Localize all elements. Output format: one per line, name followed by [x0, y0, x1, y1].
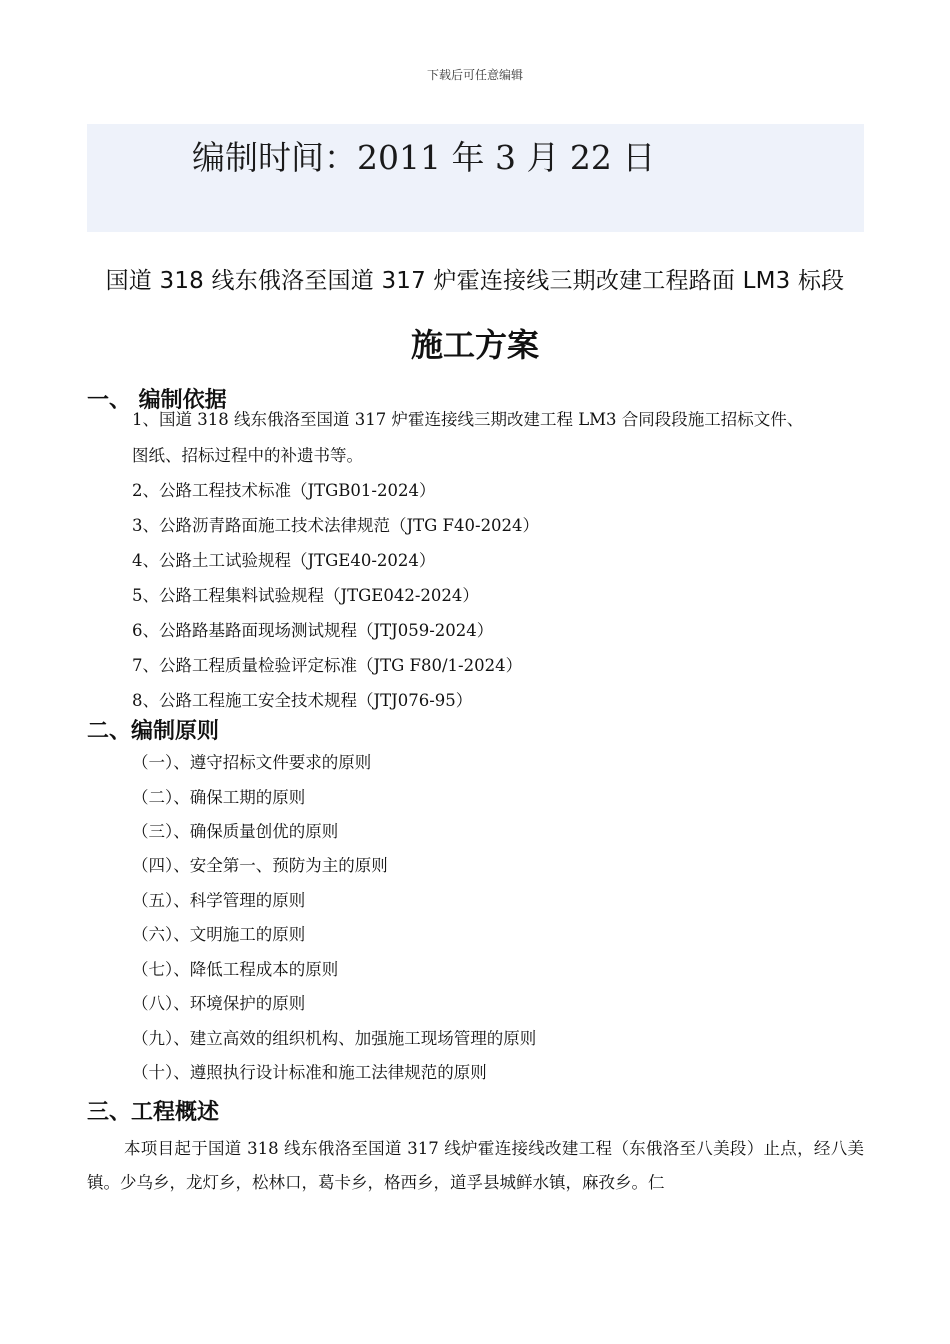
- list-item: 3、公路沥青路面施工技术法律规范（JTG F40-2024）: [132, 516, 540, 535]
- list-item: （十）、遵照执行设计标准和施工法律规范的原则: [132, 1063, 487, 1082]
- list-item: 图纸、招标过程中的补遗书等。: [132, 446, 363, 465]
- list-item: 8、公路工程施工安全技术规程（JTJ076-95）: [132, 691, 473, 710]
- document-title: 国道 318 线东俄洛至国道 317 炉霍连接线三期改建工程路面 LM3 标段: [105, 268, 845, 294]
- list-item: 5、公路工程集料试验规程（JTGE042-2024）: [132, 586, 479, 605]
- list-item: （一）、遵守招标文件要求的原则: [132, 753, 372, 772]
- list-item: （六）、文明施工的原则: [132, 925, 306, 944]
- list-item: （九）、建立高效的组织机构、加强施工现场管理的原则: [132, 1029, 537, 1048]
- list-item: （八）、环境保护的原则: [132, 994, 306, 1013]
- list-item: （五）、科学管理的原则: [132, 891, 306, 910]
- list-item: （三）、确保质量创优的原则: [132, 822, 339, 841]
- date-box: [87, 124, 864, 232]
- list-item: （七）、降低工程成本的原则: [132, 960, 339, 979]
- header-watermark: 下载后可任意编辑: [426, 68, 523, 82]
- list-item: 4、公路土工试验规程（JTGE40-2024）: [132, 551, 436, 570]
- list-item: 1、国道 318 线东俄洛至国道 317 炉霍连接线三期改建工程 LM3 合同段段施工招标文件、: [132, 410, 804, 429]
- section-heading-basis: 一、 编制依据: [87, 388, 227, 413]
- overview-paragraph: 本项目起于国道 318 线东俄洛至国道 317 线炉霍连接线改建工程（东俄洛至八美段）止点，经八美镇。少乌乡，龙灯乡，松林口，葛卡乡，格西乡，道孚县城鲜水镇，麻孜乡。仁: [87, 1139, 864, 1192]
- list-item: （四）、安全第一、预防为主的原则: [132, 856, 388, 875]
- list-item: 6、公路路基路面现场测试规程（JTJ059-2024）: [132, 621, 494, 640]
- compile-date: 编制时间：2011 年 3 月 22 日: [192, 138, 656, 177]
- list-item: 7、公路工程质量检验评定标准（JTG F80/1-2024）: [132, 656, 523, 675]
- list-item: （二）、确保工期的原则: [132, 788, 306, 807]
- list-item: 2、公路工程技术标准（JTGB01-2024）: [132, 481, 436, 500]
- section-heading-principles: 二、编制原则: [87, 719, 220, 744]
- section-heading-overview: 三、工程概述: [87, 1100, 220, 1125]
- document-subtitle: 施工方案: [410, 326, 539, 364]
